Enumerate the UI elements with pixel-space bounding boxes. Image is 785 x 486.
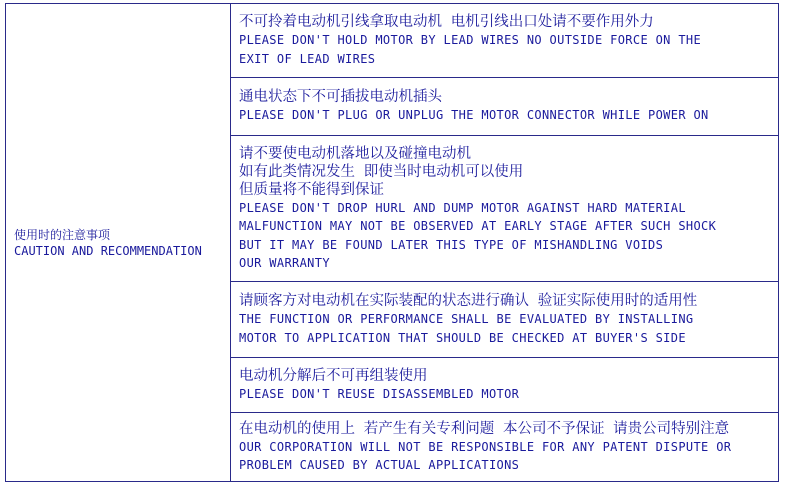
caution-en-line: MOTOR TO APPLICATION THAT SHOULD BE CHECKED AT BUYER'S SIDE [239, 330, 686, 345]
caution-zh-line: 请不要使电动机落地以及碰撞电动机 [239, 145, 471, 162]
caution-en-line: PLEASE DON'T HOLD MOTOR BY LEAD WIRES NO OUTSIDE FORCE ON THE [239, 33, 702, 47]
caution-en-line: EXIT OF LEAD WIRES [239, 51, 376, 66]
category-title-zh: 使用时的注意事项 [14, 227, 111, 242]
caution-item-connector [231, 78, 779, 136]
caution-row [6, 4, 779, 78]
category-title-en: CAUTION AND RECOMMENDATION [14, 243, 202, 258]
caution-en-line: PLEASE DON'T REUSE DISASSEMBLED MOTOR [239, 386, 520, 401]
category-cell [6, 4, 231, 482]
caution-zh-line: 请顾客方对电动机在实际装配的状态进行确认 验证实际使用时的适用性 [239, 293, 698, 309]
caution-zh-line: 在电动机的使用上 若产生有关专利问题 本公司不予保证 请贵公司特别注意 [239, 420, 730, 437]
caution-item-patent [231, 413, 779, 482]
caution-en-line: OUR CORPORATION WILL NOT BE RESPONSIBLE FOR ANY PATENT DISPUTE OR [239, 439, 732, 454]
caution-item-reuse [231, 358, 779, 413]
caution-table [5, 3, 779, 482]
caution-en-line: BUT IT MAY BE FOUND LATER THIS TYPE OF MISHANDLING VOIDS [239, 237, 664, 252]
caution-zh-line: 通电状态下不可插拔电动机插头 [239, 89, 442, 106]
caution-zh-line: 但质量将不能得到保证 [239, 181, 384, 198]
caution-en-line: PROBLEM CAUSED BY ACTUAL APPLICATIONS [239, 458, 520, 472]
caution-zh-line: 电动机分解后不可再组装使用 [239, 367, 428, 384]
caution-en-line: PLEASE DON'T PLUG OR UNPLUG THE MOTOR CONNECTOR WHILE POWER ON [239, 108, 709, 123]
caution-zh-line: 不可拎着电动机引线拿取电动机 电机引线出口处请不要作用外力 [239, 14, 654, 30]
caution-item-evaluation [231, 282, 779, 358]
caution-en-line: MALFUNCTION MAY NOT BE OBSERVED AT EARLY STAGE AFTER SUCH SHOCK [239, 219, 717, 233]
caution-en-line: PLEASE DON'T DROP HURL AND DUMP MOTOR AGAINST HARD MATERIAL [239, 200, 686, 215]
caution-zh-line: 如有此类情况发生 即使当时电动机可以使用 [239, 163, 524, 180]
caution-item-drop-shock [231, 136, 779, 282]
caution-item-lead-wires [231, 4, 779, 78]
caution-en-line: THE FUNCTION OR PERFORMANCE SHALL BE EVALUATED BY INSTALLING [239, 312, 694, 326]
caution-en-line: OUR WARRANTY [239, 256, 330, 270]
